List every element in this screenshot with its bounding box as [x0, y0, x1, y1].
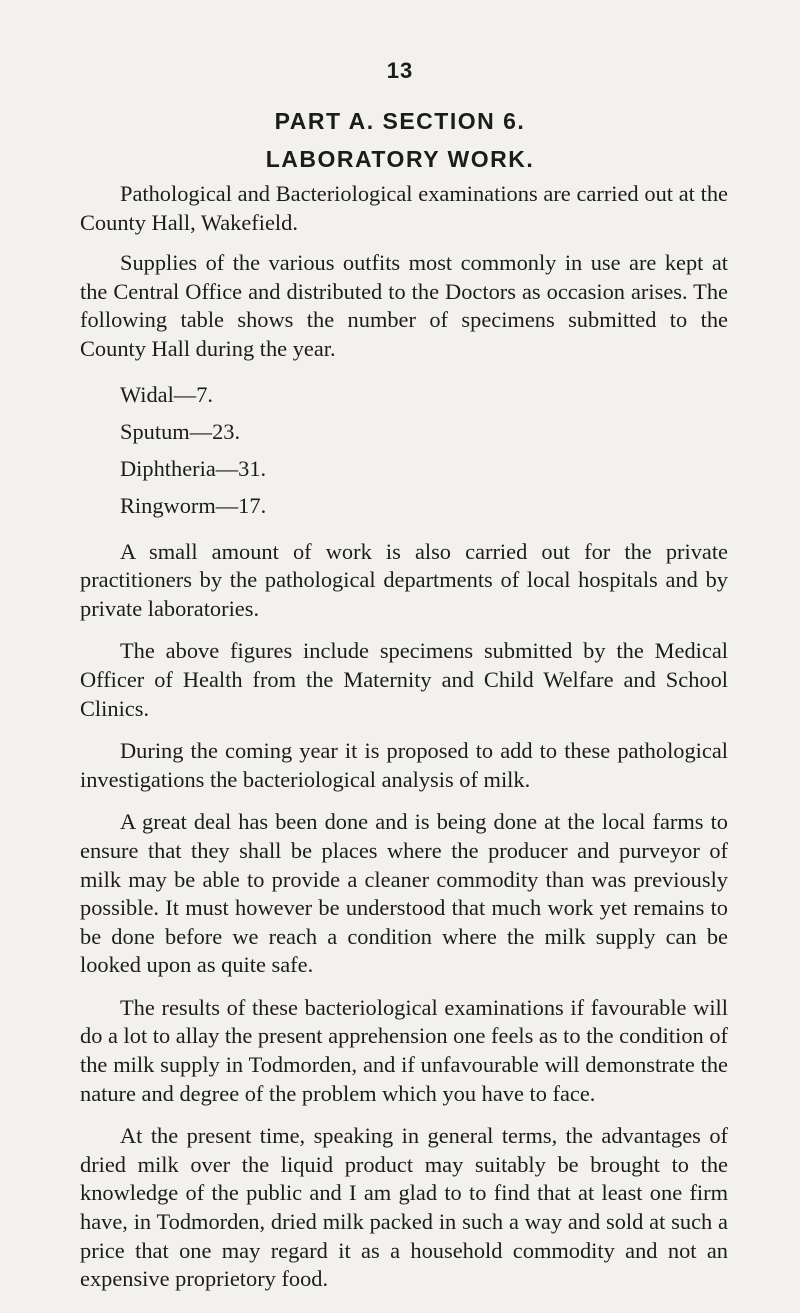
specimen-list	[120, 376, 728, 524]
page-title: LABORATORY WORK.	[265, 146, 535, 172]
list-item: Sputum—23.	[120, 418, 241, 444]
paragraph: At the present time, speaking in general terms, the advantages of dried milk over the liquid product may suitably be brought to the knowledge of the public and I am glad to to find that at least one firm have, in Todmorden, dried milk packed in such a way and sold at such a price that one may regard it as a household commodity and not an expensive proprietory food.	[80, 1123, 728, 1292]
paragraph: During the coming year it is proposed to add to these pathological investigations the bacteriological analysis of milk.	[80, 738, 728, 792]
paragraph: A great deal has been done and is being done at the local farms to ensure that they shall be places where the producer and purveyor of milk may be able to provide a cleaner commodity than was previously possible. It must however be understood that much work yet remains to be done before we reach a condition where the milk supply can be looked upon as quite safe.	[80, 809, 728, 978]
paragraph: The results of these bacteriological examinations if favourable will do a lot to allay the present apprehension one feels as to the condition of the milk supply in Todmorden, and if unfavourable will demonstrate the nature and degree of the problem which you have to face.	[80, 994, 728, 1106]
list-item: Widal—7.	[120, 381, 213, 407]
section-heading: PART A. SECTION 6.	[274, 108, 526, 134]
list-item: Ringworm—17.	[120, 492, 267, 518]
paragraph: A small amount of work is also carried out for the private practitioners by the pathological departments of local hospitals and by private laboratories.	[80, 538, 728, 621]
page-number: 13	[386, 58, 414, 83]
paragraph: The above figures include specimens submitted by the Medical Officer of Health from the Maternity and Child Welfare and School Clinics.	[80, 638, 728, 721]
list-item: Diphtheria—31.	[120, 455, 267, 481]
document-body	[80, 180, 728, 1308]
paragraph: Pathological and Bacteriological examinations are carried out at the County Hall, Wakefield.	[80, 181, 728, 235]
paragraph: Supplies of the various outfits most commonly in use are kept at the Central Office and distributed to the Doctors as occasion arises. The following table shows the number of specimens submitted to the County Hall during the year.	[80, 250, 728, 361]
